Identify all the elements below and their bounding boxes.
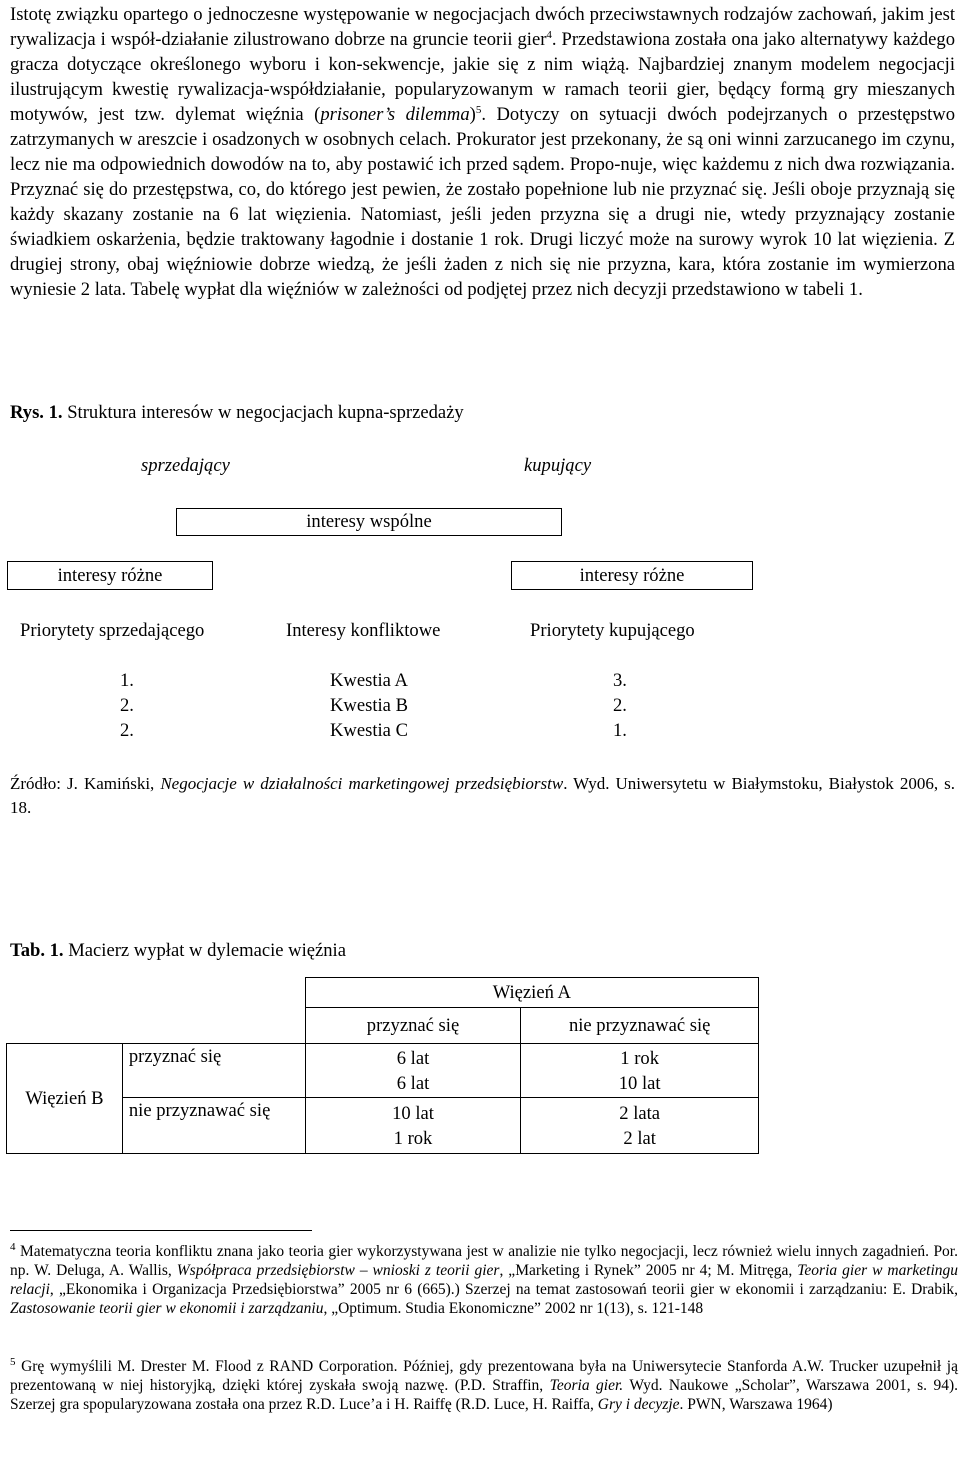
priority-left: 2. <box>120 720 134 741</box>
footnote-ref-4[interactable]: 4 <box>546 28 552 41</box>
row-header-confess: przyznać się <box>122 1044 305 1098</box>
prisoner-b-header: Więzień B <box>7 1044 123 1154</box>
different-interests-right-box: interesy różne <box>511 561 753 590</box>
col-header-deny: nie przyznawać się <box>521 1008 759 1044</box>
buyer-label: kupujący <box>524 455 592 476</box>
col-header-confess: przyznać się <box>305 1008 521 1044</box>
buyer-priorities-header: Priorytety kupującego <box>530 620 695 641</box>
issue-label: Kwestia B <box>330 695 408 716</box>
cell-confess-confess: 6 lat 6 lat <box>305 1044 521 1098</box>
prisoner-a-header: Więzień A <box>305 978 758 1008</box>
figure-caption: Rys. 1. Struktura interesów w negocjacjach kupna-sprzedaży <box>10 402 464 423</box>
cell-deny-confess: 10 lat 1 rok <box>305 1098 521 1154</box>
payoff-matrix <box>6 977 759 1154</box>
priority-right: 3. <box>613 670 627 691</box>
body-paragraph: Istotę związku opartego o jednoczesne występowanie w negocjacjach dwóch przeciwstawnych rodzajów zachowań, jakim jest rywalizacja i współ-działanie zilustrowano dobrze na gruncie teorii gier$^4$. Przedstawiona została ona jako alternatywy każdego gracza dotyczące określonego wyboru i kon-sekwencje, jakie się z nim wiążą. Najbardziej znanym modelem negocjacji ilustrującym kwestię rywalizacja-współdziałanie, popularyzowanym w ramach teorii gier, będący formą gry mieszanych motywów, jest tzw. dylemat więźnia (prisoner’s dilemma)$^5$. Dotyczy on sytuacji dwóch podejrzanych o przestępstwo zatrzymanych w areszcie i osadzonych w osobnych celach. Prokurator jest przekonany, że są oni winni zarzucanego im czynu, lecz nie ma odpowiednich dowodów na to, aby postawić ich przed sądem. Propo-nuje, więc każdemu z nich dwa rozwiązania. Przyznać się do przestępstwa, co, do którego jest pewien, że zostało popełnione lub nie przyznać się. Jeśli oboje przyznają się każdy skazany zostanie na 6 lat więzienia. Natomiast, jeśli jeden przyzna się a drugi nie, wtedy przyznający zostanie świadkiem oskarżenia, będzie traktowany łagodnie i dostanie 1 rok. Drugi liczyć może na surowy wyrok 10 lat więzienia. Z drugiej strony, obaj więźniowie dobrze wiedzą, że jeśli żaden z nich się nie przyzna, kara, która zostanie im wymierzona wyniesie 2 lata. Tabelę wypłat dla więźniów w zależności od podjętej przez nich decyzji przedstawiono w tabeli 1. <box>10 4 955 300</box>
issue-label: Kwestia A <box>330 670 408 691</box>
footnote-ref-5[interactable]: 5 <box>475 103 482 116</box>
seller-label: sprzedający <box>141 455 230 476</box>
footnote-separator <box>10 1230 312 1231</box>
different-interests-left-box: interesy różne <box>7 561 213 590</box>
figure-source: Źródło: J. Kamiński, Negocjacje w działalności marketingowej przedsiębiorstw. Wyd. Uniwersytetu w Białymstoku, Białystok 2006, s. 18. <box>10 774 955 817</box>
footnote-4: $^4$ Matematyczna teoria konfliktu znana jako teoria gier wykorzystywana jest w analizie nie tylko negocjacji, lecz również wielu innych zagadnień. Por. np. W. Deluga, A. Wallis, Współpraca przedsiębiorstw – wnioski z teorii gier, „Marketing i Rynek” 2005 nr 4; M. Mitręga, Teoria gier w marketingu relacji, „Ekonomika i Organizacja Przedsiębiorstwa” 2005 nr 6 (665).) Szerzej na temat zastosowań teorii gier w ekonomii i zarządzaniu: E. Drabik, Zastosowanie teorii gier w ekonomii i zarządzaniu, „Optimum. Studia Ekonomiczne” 2002 nr 1(13), s. 121-148 <box>10 1240 959 1317</box>
priority-right: 1. <box>613 720 627 741</box>
priority-left: 1. <box>120 670 134 691</box>
table-caption: Tab. 1. Macierz wypłat w dylemacie więźnia <box>10 940 346 961</box>
cell-deny-deny: 2 lata 2 lat <box>521 1098 759 1154</box>
issue-label: Kwestia C <box>330 720 408 741</box>
conflict-interests-header: Interesy konfliktowe <box>286 620 441 641</box>
seller-priorities-header: Priorytety sprzedającego <box>20 620 205 641</box>
priority-left: 2. <box>120 695 134 716</box>
cell-confess-deny: 1 rok 10 lat <box>521 1044 759 1098</box>
footnote-5: $^5$ Grę wymyślili M. Drester M. Flood z RAND Corporation. Później, gdy prezentowana była na Uniwersytecie Stanforda A.W. Trucker uzupełnił ją prezentowaną w niej historyjką, dzięki której zyskała swoją nazwę. (P.D. Straffin, Teoria gier. Wyd. Naukowe „Scholar”, Warszawa 2001, s. 94). Szerzej gra spopularyzowana została ona przez R.D. Luce’a i H. Raiffę (R.D. Luce, H. Raiffa, Gry i decyzje. PWN, Warszawa 1964) <box>10 1355 958 1413</box>
priority-right: 2. <box>613 695 627 716</box>
common-interests-box: interesy wspólne <box>176 508 562 536</box>
row-header-deny: nie przyznawać się <box>122 1098 305 1154</box>
